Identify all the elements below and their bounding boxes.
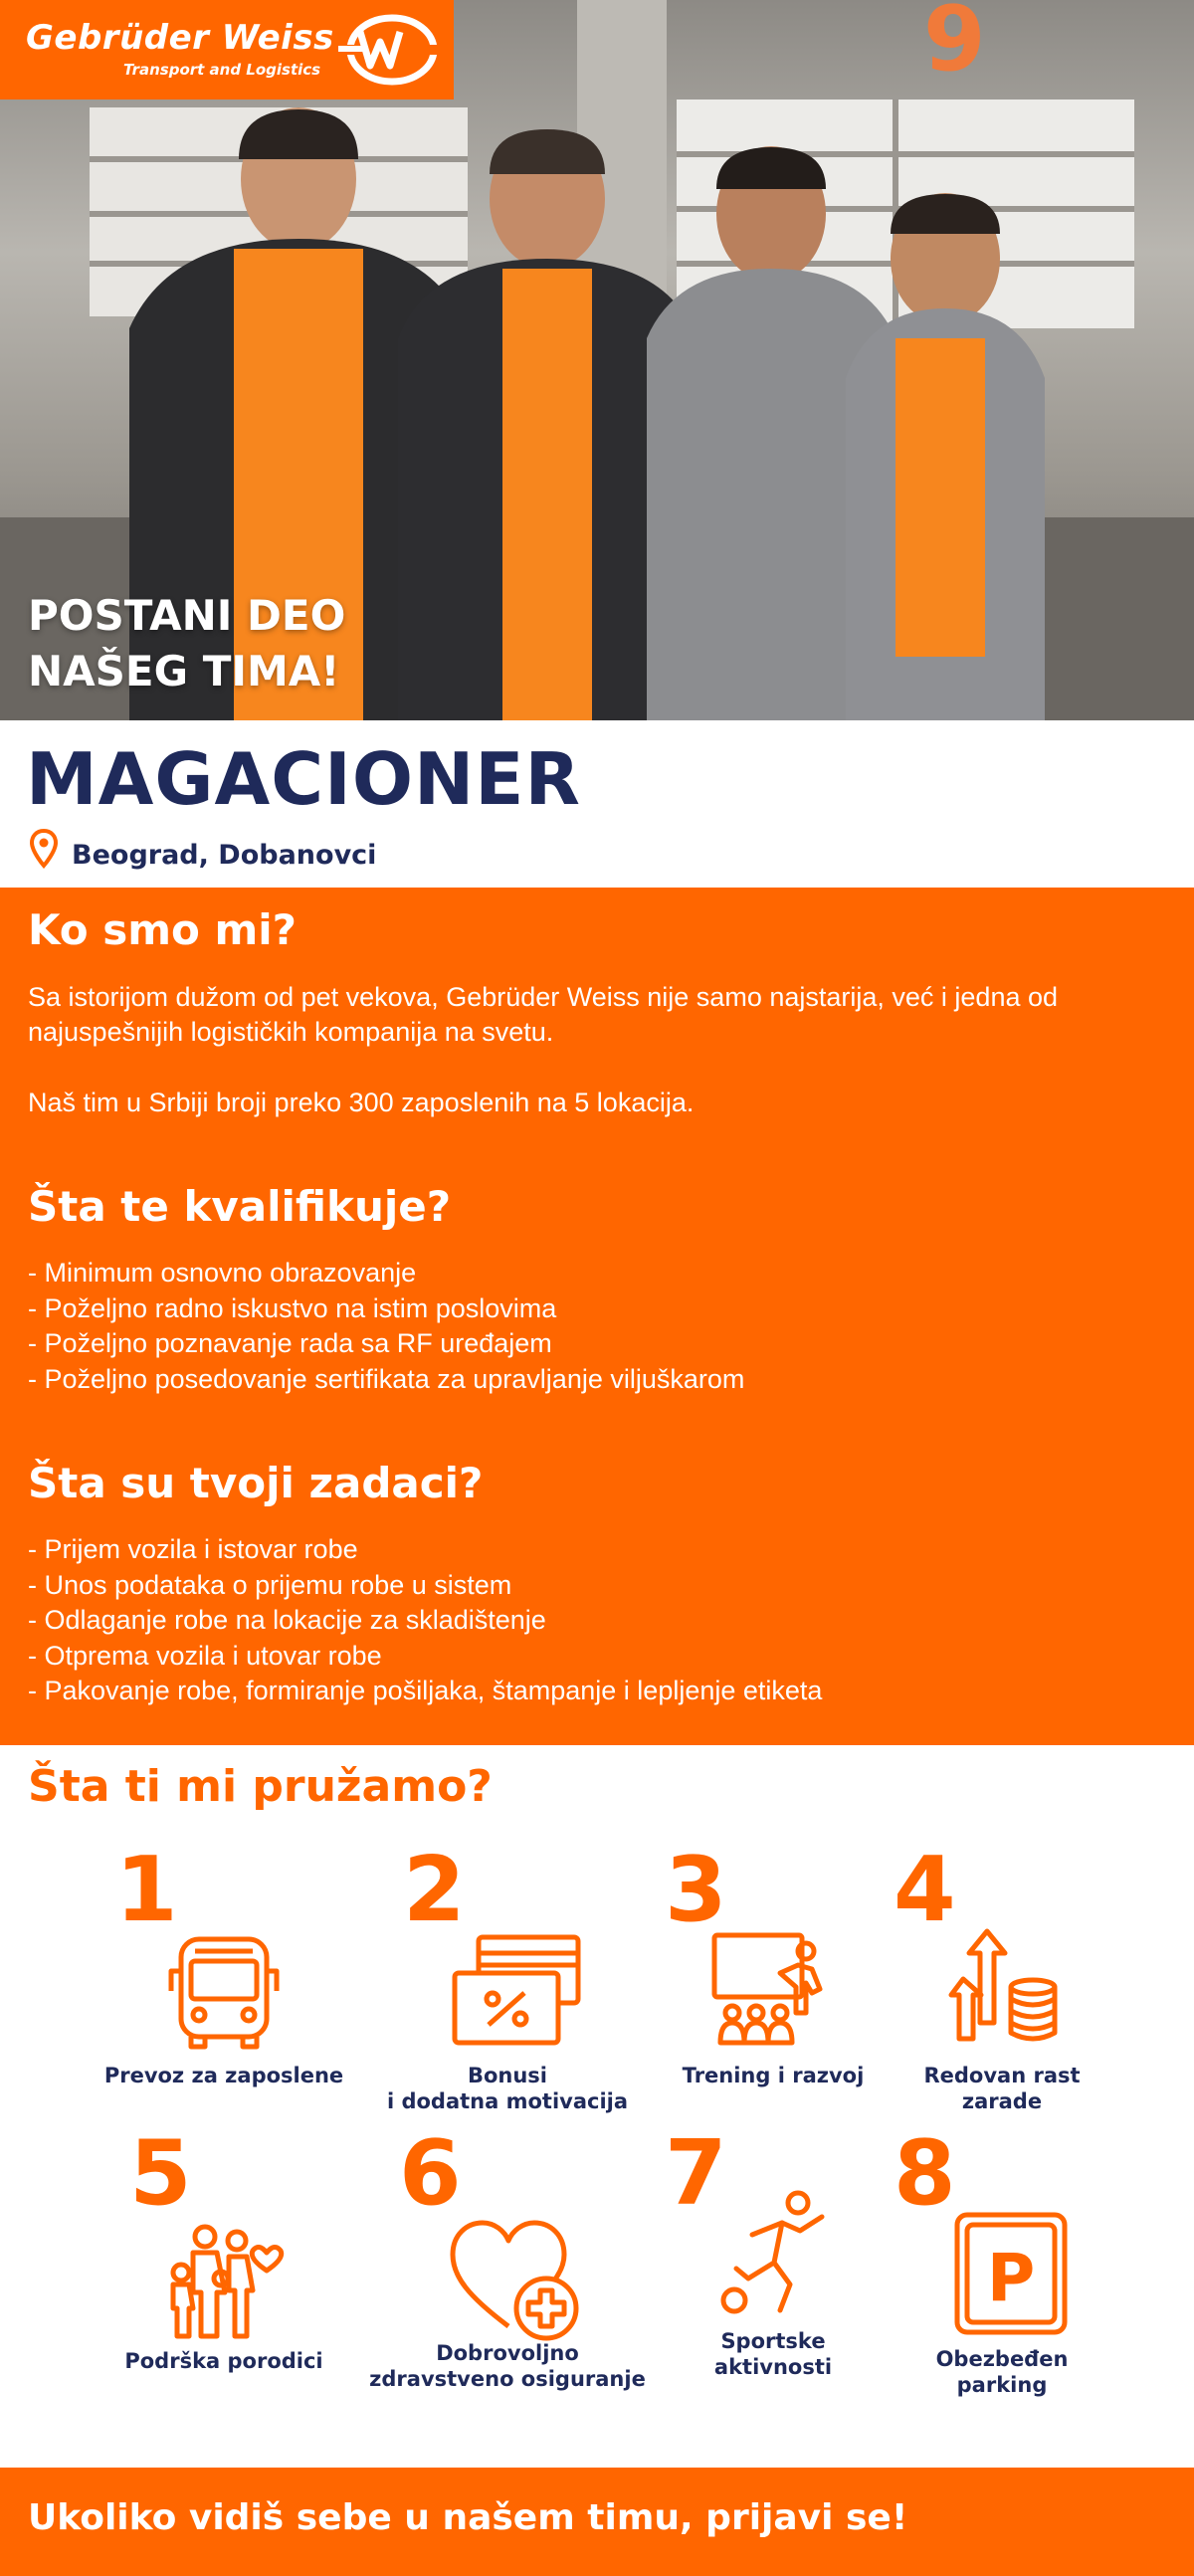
hero-banner [0,0,1194,720]
qualifications-heading: Šta te kvalifikuje? [28,1182,452,1231]
benefit-number: 1 [115,1838,178,1942]
about-paragraph-2: Naš tim u Srbiji broji preko 300 zaposlenih na 5 lokacija. [28,1088,695,1117]
list-item: - Poželjno posedovanje sertifikata za upravljanje viljuškarom [28,1362,744,1398]
job-title: MAGACIONER [26,737,581,821]
svg-text:P: P [986,2240,1036,2316]
job-location [30,826,376,871]
bonus-cards-icon [447,1921,586,2051]
benefit-item-salary [858,1838,1146,2113]
benefit-number: 6 [399,2121,462,2226]
bus-icon [159,1925,289,2055]
benefit-item-bonus [363,1838,652,2113]
list-item: - Prijem vozila i istovar robe [28,1532,822,1568]
benefit-number: 5 [129,2121,192,2226]
cta-text: Ukoliko vidiš sebe u našem timu, prijavi se! [28,2497,908,2538]
benefit-label: Dobrovoljno zdravstveno osiguranje [369,2341,646,2391]
training-icon [708,1925,838,2055]
tasks-list [28,1532,822,1709]
health-heart-icon [449,2215,588,2344]
benefit-item-family [80,2121,368,2388]
salary-growth-icon [941,1921,1071,2051]
about-heading: Ko smo mi? [28,905,298,954]
benefit-number: 7 [665,2121,727,2226]
benefit-number: 4 [894,1838,956,1942]
qualifications-list [28,1256,744,1397]
tasks-heading: Šta su tvoji zadaci? [28,1459,484,1507]
cta-banner [0,2468,1194,2576]
list-item: - Minimum osnovno obrazovanje [28,1256,744,1291]
list-item: - Otprema vozila i utovar robe [28,1639,822,1675]
benefit-item-parking [858,2121,1146,2397]
benefit-number: 2 [403,1838,466,1942]
location-text: Beograd, Dobanovci [72,840,377,871]
sport-player-icon [712,2189,842,2328]
list-item: - Unos podataka o prijemu robe u sistem [28,1568,822,1604]
about-paragraph-1: Sa istorijom dužom od pet vekova, Gebrüder Weiss nije samo najstarija, već i jedna od najuspešnijih logističkih kompanija na svetu. [28,982,1059,1047]
parking-icon [951,2209,1071,2338]
list-item: - Poželjno poznavanje rada sa RF uređajem [28,1326,744,1362]
benefit-label: Redovan rast zarade [923,2064,1081,2113]
benefit-item-transport [80,1838,368,2104]
family-icon [159,2223,289,2342]
info-section [0,888,1194,1745]
logo [0,0,454,99]
benefit-label: Trening i razvoj [682,2064,865,2087]
map-pin-icon [30,829,58,869]
benefits-heading: Šta ti mi pružamo? [28,1761,493,1812]
benefit-label: Sportske aktivnosti [713,2329,833,2379]
benefit-label: Prevoz za zaposlene [103,2064,344,2087]
gw-logo-icon [334,12,444,88]
benefit-item-health [363,2121,652,2391]
logo-name: Gebrüder Weiss [26,18,334,58]
hero-headline [28,588,345,699]
benefit-label: Obezbeđen parking [935,2347,1069,2397]
list-item: - Odlaganje robe na lokacije za skladištenje [28,1603,822,1639]
hero-headline-line2: NAŠEG TIMA! [28,647,340,695]
logo-tagline: Transport and Logistics [123,61,321,79]
list-item: - Pakovanje robe, formiranje pošiljaka, štampanje i lepljenje etiketa [28,1674,822,1709]
list-item: - Poželjno radno iskustvo na istim poslovima [28,1291,744,1327]
benefit-label: Podrška porodici [124,2349,323,2373]
hero-headline-line1: POSTANI DEO [28,591,346,640]
benefit-number: 3 [665,1838,727,1942]
benefit-number: 8 [894,2121,956,2226]
benefit-label: Bonusi i dodatna motivacija [386,2064,629,2113]
svg-text:9: 9 [923,0,986,92]
